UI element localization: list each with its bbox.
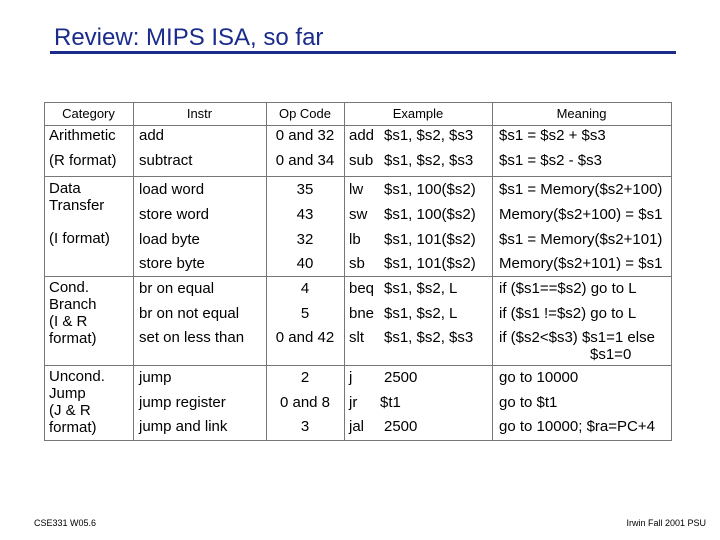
opcode: 0 and 32 [275, 127, 335, 144]
instr-name: set on less than [139, 329, 245, 346]
footer-course: CSE331 W05.6 [34, 518, 97, 528]
instr-name: add [139, 127, 165, 144]
header-meaning: Meaning [556, 106, 607, 121]
column-divider [492, 102, 493, 440]
header-opcode: Op Code [278, 106, 332, 121]
slide-title: Review: MIPS ISA, so far [54, 24, 324, 51]
opcode: 0 and 8 [279, 394, 331, 411]
opcode: 43 [296, 206, 314, 223]
opcode: 40 [296, 255, 314, 272]
category-format: format) [49, 330, 97, 347]
opcode: 4 [300, 280, 310, 297]
meaning: $s1 = $s2 + $s3 [499, 127, 606, 144]
example-mnemonic: bne [349, 305, 375, 322]
opcode: 35 [296, 181, 314, 198]
category-format: format) [49, 419, 97, 436]
instr-name: store byte [139, 255, 205, 272]
meaning-continued: $s1=0 [590, 346, 632, 363]
example-mnemonic: sb [349, 255, 365, 272]
group-divider [44, 176, 672, 177]
opcode: 2 [300, 369, 310, 386]
example-mnemonic: jal [349, 418, 365, 435]
example-operands: $s1, 100($s2) [384, 206, 476, 223]
meaning: if ($s2<$s3) $s1=1 else [499, 329, 655, 346]
instr-name: load byte [139, 231, 200, 248]
opcode: 0 and 42 [275, 329, 335, 346]
table-left-border [44, 102, 45, 440]
example-operands: $t1 [380, 394, 401, 411]
instr-name: subtract [139, 152, 193, 169]
category-transfer: Transfer [49, 197, 105, 214]
instr-name: store word [139, 206, 210, 223]
example-operands: $s1, 101($s2) [384, 255, 476, 272]
header-divider [44, 125, 672, 126]
instr-name: jump and link [139, 418, 228, 435]
example-mnemonic: sw [349, 206, 368, 223]
opcode: 5 [300, 305, 310, 322]
column-divider [133, 102, 134, 440]
example-mnemonic: lw [349, 181, 364, 198]
category-uncond: Uncond. [49, 368, 105, 385]
column-divider [344, 102, 345, 440]
example-operands: $s1, $s2, $s3 [384, 329, 474, 346]
example-operands: $s1, $s2, $s3 [384, 127, 474, 144]
group-divider [44, 276, 672, 277]
instr-name: jump register [139, 394, 226, 411]
example-operands: 2500 [384, 369, 418, 386]
category-arithmetic: Arithmetic [49, 127, 116, 144]
header-category: Category [62, 106, 115, 121]
meaning: if ($s1==$s2) go to L [499, 280, 637, 297]
category-jump: Jump [49, 385, 86, 402]
example-mnemonic: beq [349, 280, 375, 297]
category-cond: Cond. [49, 279, 90, 296]
header-instr: Instr [186, 106, 213, 121]
category-i-r: (I & R [49, 313, 88, 330]
example-mnemonic: add [349, 127, 375, 144]
instr-name: br on not equal [139, 305, 240, 322]
meaning: if ($s1 !=$s2) go to L [499, 305, 637, 322]
table-right-border [671, 102, 672, 440]
meaning: Memory($s2+100) = $s1 [499, 206, 663, 223]
opcode: 0 and 34 [275, 152, 335, 169]
category-r-format: (R format) [49, 152, 117, 169]
instr-name: jump [139, 369, 172, 386]
category-data: Data [49, 180, 81, 197]
example-mnemonic: slt [349, 329, 364, 346]
category-j-r: (J & R [49, 402, 91, 419]
footer-author: Irwin Fall 2001 PSU [626, 518, 706, 528]
instr-name: load word [139, 181, 205, 198]
meaning: go to 10000 [499, 369, 579, 386]
meaning: $s1 = $s2 - $s3 [499, 152, 602, 169]
example-operands: $s1, $s2, $s3 [384, 152, 474, 169]
table-top-border [44, 102, 672, 103]
meaning: go to $t1 [499, 394, 558, 411]
title-underline [50, 51, 676, 54]
example-operands: 2500 [384, 418, 418, 435]
example-operands: $s1, $s2, L [384, 305, 458, 322]
example-mnemonic: j [349, 369, 353, 386]
meaning: go to 10000; $ra=PC+4 [499, 418, 655, 435]
example-mnemonic: jr [349, 394, 358, 411]
example-operands: $s1, $s2, L [384, 280, 458, 297]
example-operands: $s1, 101($s2) [384, 231, 476, 248]
example-mnemonic: lb [349, 231, 361, 248]
example-mnemonic: sub [349, 152, 374, 169]
header-example: Example [392, 106, 444, 121]
instr-name: br on equal [139, 280, 215, 297]
meaning: $s1 = Memory($s2+101) [499, 231, 663, 248]
example-operands: $s1, 100($s2) [384, 181, 476, 198]
opcode: 32 [296, 231, 314, 248]
meaning: Memory($s2+101) = $s1 [499, 255, 663, 272]
category-branch: Branch [49, 296, 97, 313]
group-divider [44, 365, 672, 366]
opcode: 3 [300, 418, 310, 435]
table-bottom-border [44, 440, 672, 441]
meaning: $s1 = Memory($s2+100) [499, 181, 663, 198]
category-i-format: (I format) [49, 230, 110, 247]
